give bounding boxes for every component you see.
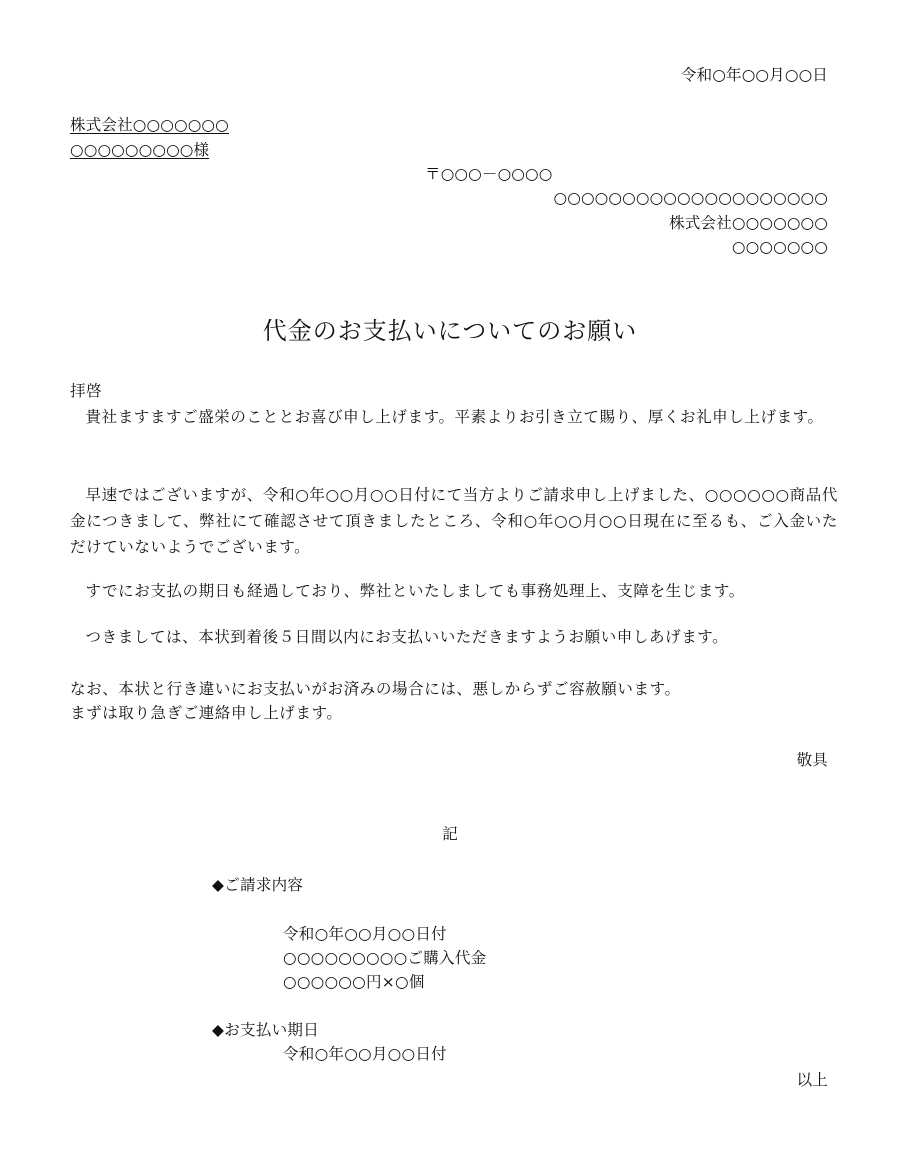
- closing-line-2: まずは取り急ぎご連絡申し上げます。: [70, 704, 343, 722]
- sender-company: 株式会社○○○○○○○: [669, 214, 828, 232]
- ki-mark: 記: [442, 825, 458, 843]
- invoice-heading: ◆ご請求内容: [212, 876, 304, 894]
- closing-word: 敬具: [796, 751, 828, 769]
- letter-title: 代金のお支払いについてのお願い: [262, 317, 638, 345]
- sender-name: ○○○○○○○: [731, 238, 828, 256]
- paragraph-payment-request: つきましては、本状到着後５日間以内にお支払いいただきますようお願い申しあげます。: [85, 628, 729, 646]
- closing-line-1: なお、本状と行き違いにお支払いがお済みの場合には、悪しからずご容赦願います。: [70, 680, 681, 698]
- paragraph-overdue: すでにお支払の期日も経過しており、弊社といたしましても事務処理上、支障を生じます。: [85, 582, 745, 600]
- sender-postal: 〒○○○－○○○○: [425, 165, 553, 183]
- invoice-item-amount: ○○○○○○円×○個: [283, 973, 425, 991]
- invoice-item-product: ○○○○○○○○○ご購入代金: [283, 949, 487, 967]
- due-heading: ◆お支払い期日: [212, 1021, 320, 1039]
- recipient-company: 株式会社○○○○○○○: [70, 116, 229, 134]
- paragraph-request: 早速ではございますが、令和○年○○月○○日付にて当方よりご請求申し上げました、○○○○○○商品代金につきまして、弊社にて確認させて頂きましたところ、令和○年○○月○○日現在に至るも、ご入金いただけていないようでございます。: [70, 486, 838, 556]
- paragraph-greeting: 貴社ますますご盛栄のこととお喜び申し上げます。平素よりお引き立て賜り、厚くお礼申し上げます。: [85, 408, 824, 426]
- sender-address: ○○○○○○○○○○○○○○○○○○○○: [553, 189, 828, 207]
- end-word: 以上: [796, 1071, 828, 1089]
- letter-date: 令和○年○○月○○日: [680, 66, 828, 84]
- recipient-person: ○○○○○○○○○様: [70, 141, 210, 159]
- due-value: 令和○年○○月○○日付: [283, 1045, 447, 1063]
- invoice-item-date: 令和○年○○月○○日付: [283, 925, 447, 943]
- opening-salutation: 拝啓: [70, 382, 103, 400]
